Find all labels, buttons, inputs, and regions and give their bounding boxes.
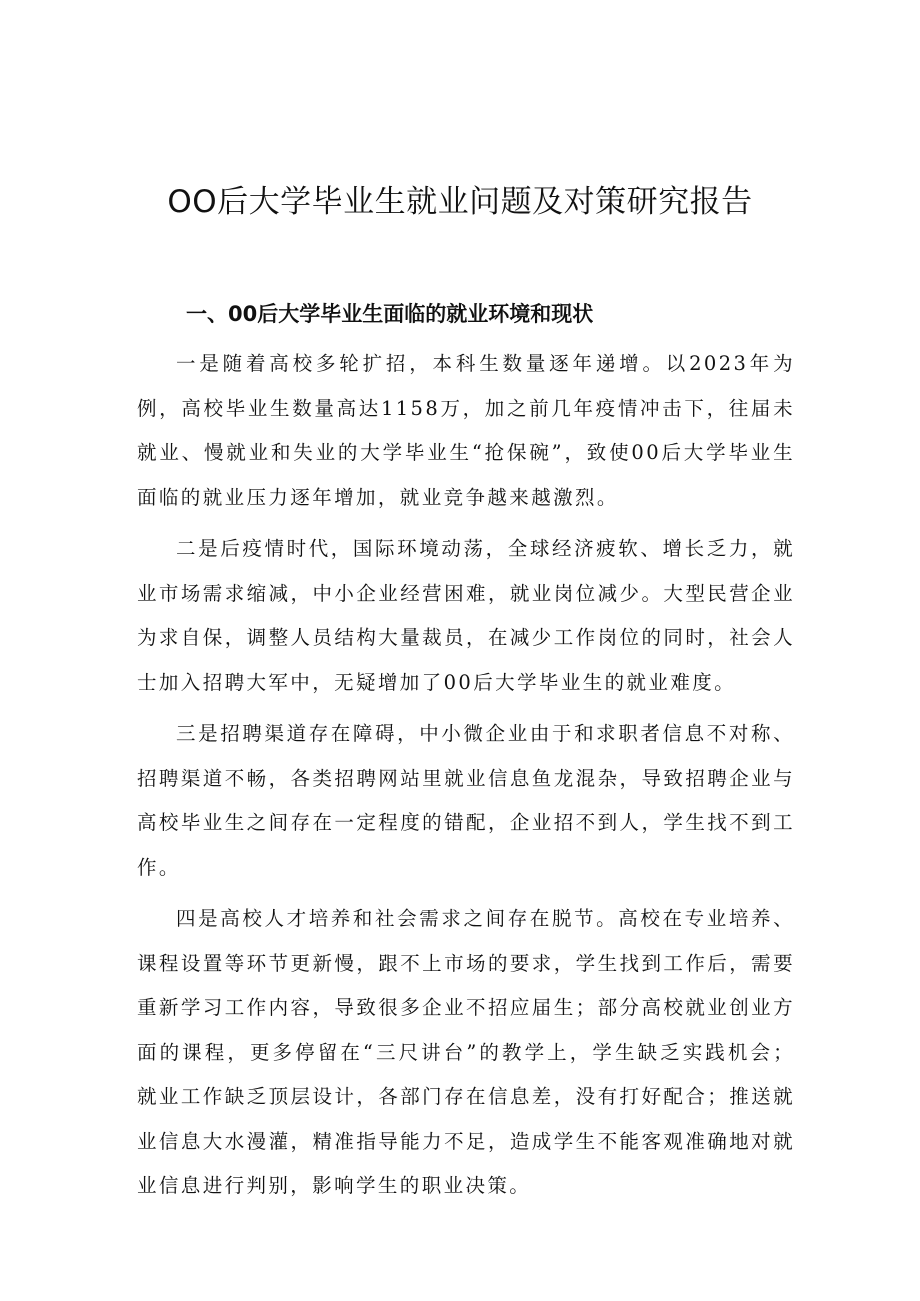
paragraph-1: 一是随着高校多轮扩招，本科生数量逐年递增。以2023年为例，高校毕业生数量高达1158万，加之前几年疫情冲击下，往届未就业、慢就业和失业的大学毕业生“抢保碗”，致使00后大学毕业生面临的就业压力逐年增加，就业竞争越来越激烈。 — [137, 352, 795, 509]
paragraph-4: 四是高校人才培养和社会需求之间存在脱节。高校在专业培养、课程设置等环节更新慢，跟不上市场的要求，学生找到工作后，需要重新学习工作内容，导致很多企业不招应届生；部分高校就业创业方面的课程，更多停留在“三尺讲台”的教学上，学生缺乏实践机会；就业工作缺乏顶层设计，各部门存在信息差，没有打好配合；推送就业信息大水漫灌，精准指导能力不足，造成学生不能客观准确地对就业信息进行判别，影响学生的职业决策。 — [137, 907, 795, 1197]
document-title: OO后大学毕业生就业问题及对策研究报告 — [167, 184, 753, 220]
section-heading: 一、00后大学毕业生面临的就业环境和现状 — [186, 302, 594, 326]
section-body — [137, 342, 795, 1216]
paragraph-3: 三是招聘渠道存在障碍，中小微企业由于和求职者信息不对称、招聘渠道不畅，各类招聘网站里就业信息鱼龙混杂，导致招聘企业与高校毕业生之间存在一定程度的错配，企业招不到人，学生找不到工作。 — [137, 722, 795, 879]
paragraph-2: 二是后疫情时代，国际环境动荡，全球经济疲软、增长乏力，就业市场需求缩减，中小企业经营困难，就业岗位减少。大型民营企业为求自保，调整人员结构大量裁员，在减少工作岗位的同时，社会人士加入招聘大军中，无疑增加了00后大学毕业生的就业难度。 — [137, 537, 795, 694]
